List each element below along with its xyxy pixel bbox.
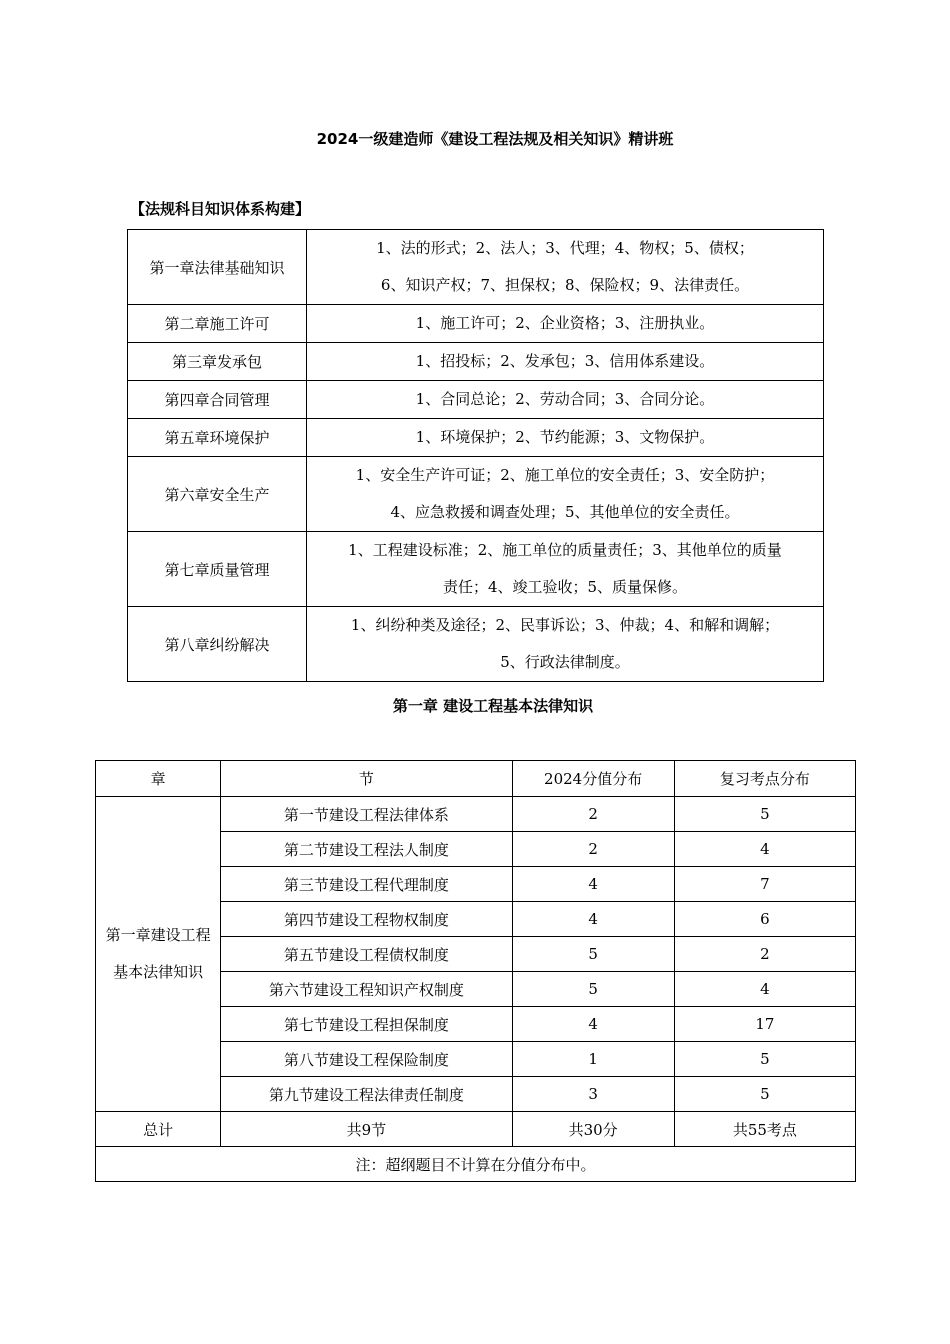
header-points: 复习考点分布 xyxy=(674,761,855,797)
total-row xyxy=(96,1112,856,1147)
total-score: 共30分 xyxy=(512,1112,674,1147)
chapter-cell: 第五章环境保护 xyxy=(128,419,307,457)
topics-line: 1、纠纷种类及途径；2、民事诉讼；3、仲裁；4、和解和调解； xyxy=(350,616,780,634)
total-points: 共55考点 xyxy=(674,1112,855,1147)
topics-cell xyxy=(307,343,824,381)
points-cell: 7 xyxy=(674,867,855,902)
table-row xyxy=(128,457,824,532)
points-cell: 6 xyxy=(674,902,855,937)
section-cell: 第九节建设工程法律责任制度 xyxy=(221,1077,512,1112)
chapter-cell: 第三章发承包 xyxy=(128,343,307,381)
points-cell: 4 xyxy=(674,972,855,1007)
points-cell: 17 xyxy=(674,1007,855,1042)
topics-line: 责任；4、竣工验收；5、质量保修。 xyxy=(442,578,688,596)
topics-cell xyxy=(307,607,824,682)
topics-cell xyxy=(307,457,824,532)
points-cell: 5 xyxy=(674,797,855,832)
chapter-cell: 第二章施工许可 xyxy=(128,305,307,343)
total-sections: 共9节 xyxy=(221,1112,512,1147)
table-row xyxy=(128,381,824,419)
score-cell: 5 xyxy=(512,937,674,972)
document-title: 2024一级建造师《建设工程法规及相关知识》精讲班 xyxy=(316,130,674,148)
section-cell: 第七节建设工程担保制度 xyxy=(221,1007,512,1042)
table-row xyxy=(128,607,824,682)
score-cell: 2 xyxy=(512,797,674,832)
score-distribution-table xyxy=(95,760,856,1182)
knowledge-system-heading: 【法规科目知识体系构建】 xyxy=(130,200,311,218)
table-row xyxy=(128,230,824,305)
topics-line: 1、合同总论；2、劳动合同；3、合同分论。 xyxy=(415,390,715,408)
section-cell: 第六节建设工程知识产权制度 xyxy=(221,972,512,1007)
section-cell: 第八节建设工程保险制度 xyxy=(221,1042,512,1077)
topics-line: 1、工程建设标准；2、施工单位的质量责任；3、其他单位的质量 xyxy=(348,541,782,559)
table-header-row xyxy=(96,761,856,797)
topics-cell xyxy=(307,230,824,305)
topics-cell xyxy=(307,305,824,343)
topics-cell xyxy=(307,381,824,419)
table-row xyxy=(96,797,856,832)
note-cell: 注：超纲题目不计算在分值分布中。 xyxy=(96,1147,856,1182)
points-cell: 4 xyxy=(674,832,855,867)
chapter-cell: 第八章纠纷解决 xyxy=(128,607,307,682)
note-row xyxy=(96,1147,856,1182)
section-cell: 第二节建设工程法人制度 xyxy=(221,832,512,867)
points-cell: 5 xyxy=(674,1042,855,1077)
topics-line: 6、知识产权；7、担保权；8、保险权；9、法律责任。 xyxy=(380,276,750,294)
topics-line: 5、行政法律制度。 xyxy=(500,653,630,671)
points-cell: 5 xyxy=(674,1077,855,1112)
chapter-heading: 第一章 建设工程基本法律知识 xyxy=(392,697,594,715)
header-section: 节 xyxy=(221,761,512,797)
topics-line: 1、施工许可；2、企业资格；3、注册执业。 xyxy=(415,314,715,332)
knowledge-system-table xyxy=(127,229,824,682)
score-cell: 4 xyxy=(512,902,674,937)
table-row xyxy=(128,343,824,381)
topics-line: 1、安全生产许可证；2、施工单位的安全责任；3、安全防护； xyxy=(355,466,775,484)
topics-line: 1、招投标；2、发承包；3、信用体系建设。 xyxy=(415,352,715,370)
section-cell: 第四节建设工程物权制度 xyxy=(221,902,512,937)
topics-cell xyxy=(307,532,824,607)
score-cell: 4 xyxy=(512,867,674,902)
chapter-merged-cell: 第一章建设工程基本法律知识 xyxy=(96,797,221,1112)
total-label: 总计 xyxy=(96,1112,221,1147)
topics-line: 4、应急救援和调查处理；5、其他单位的安全责任。 xyxy=(390,503,740,521)
header-score: 2024分值分布 xyxy=(512,761,674,797)
chapter-cell: 第四章合同管理 xyxy=(128,381,307,419)
table-row xyxy=(128,305,824,343)
score-cell: 3 xyxy=(512,1077,674,1112)
topics-line: 1、法的形式；2、法人；3、代理；4、物权；5、债权； xyxy=(376,239,754,257)
score-cell: 4 xyxy=(512,1007,674,1042)
score-cell: 2 xyxy=(512,832,674,867)
header-chapter: 章 xyxy=(96,761,221,797)
section-cell: 第三节建设工程代理制度 xyxy=(221,867,512,902)
score-cell: 1 xyxy=(512,1042,674,1077)
table-row xyxy=(128,532,824,607)
topics-line: 1、环境保护；2、节约能源；3、文物保护。 xyxy=(415,428,715,446)
table-row xyxy=(128,419,824,457)
section-cell: 第五节建设工程债权制度 xyxy=(221,937,512,972)
chapter-cell: 第一章法律基础知识 xyxy=(128,230,307,305)
section-cell: 第一节建设工程法律体系 xyxy=(221,797,512,832)
score-cell: 5 xyxy=(512,972,674,1007)
chapter-cell: 第六章安全生产 xyxy=(128,457,307,532)
points-cell: 2 xyxy=(674,937,855,972)
chapter-cell: 第七章质量管理 xyxy=(128,532,307,607)
topics-cell xyxy=(307,419,824,457)
